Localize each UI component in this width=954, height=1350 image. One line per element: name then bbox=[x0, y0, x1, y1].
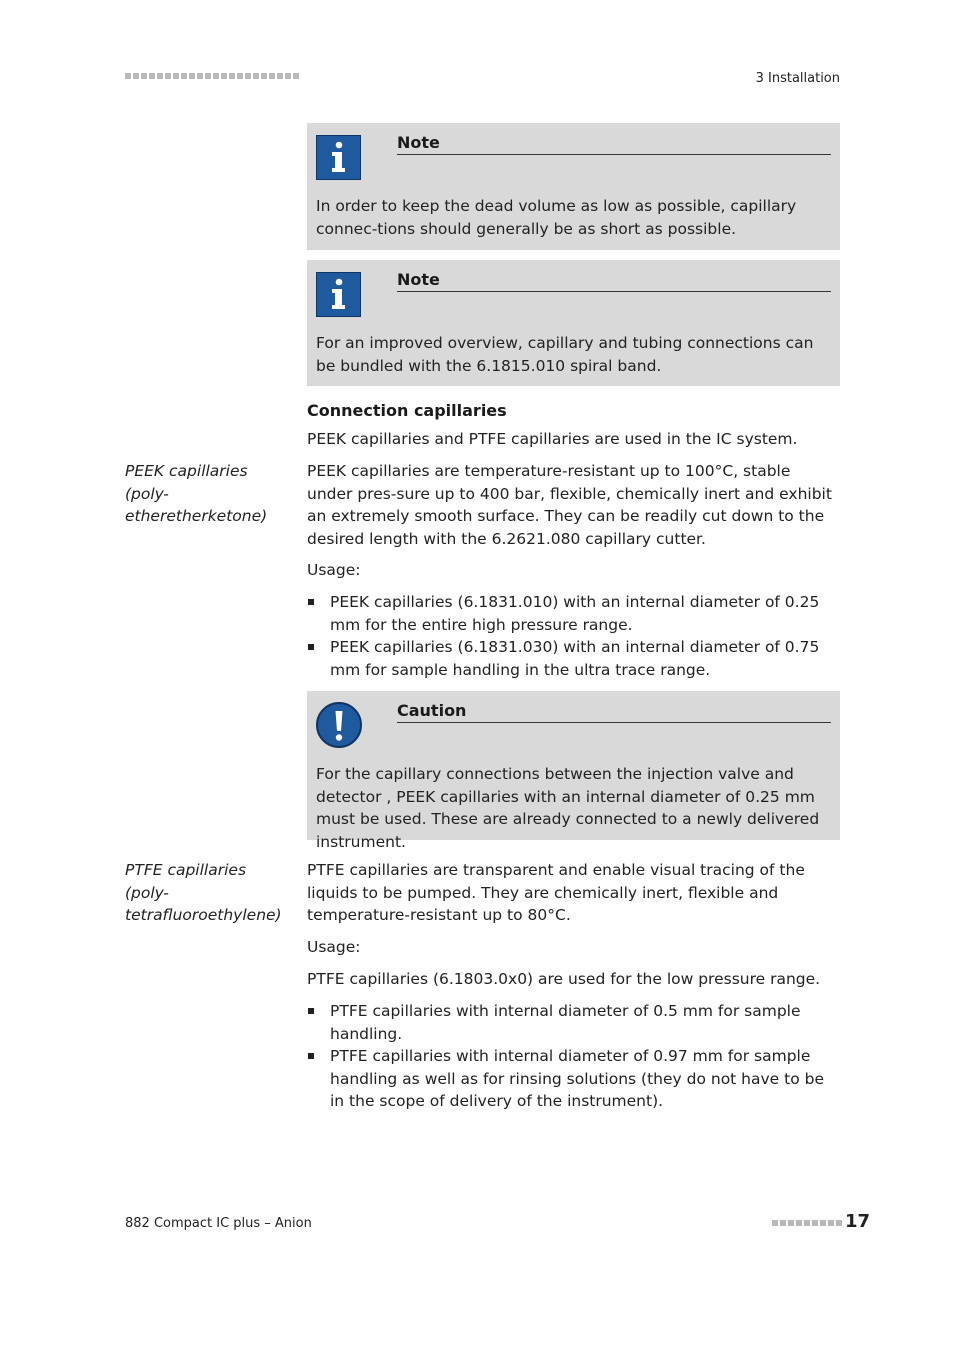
info-icon bbox=[316, 272, 361, 317]
header-decoration bbox=[125, 73, 299, 79]
ptfe-usage-list bbox=[307, 1000, 840, 1113]
peek-usage-list bbox=[307, 591, 840, 681]
list-item: PTFE capillaries with internal diameter of 0.5 mm for sample handling. bbox=[307, 1000, 840, 1045]
footer-product-name: 882 Compact IC plus – Anion bbox=[125, 1216, 312, 1231]
ptfe-side-label: PTFE capillaries (poly-tetrafluoroethylene) bbox=[125, 861, 282, 924]
caution-text: For the capillary connections between the injection valve and detector , PEEK capillaries with an internal diameter of 0.25 mm must be used. These are already connected to a newly delivered instrument. bbox=[316, 765, 820, 851]
info-icon bbox=[316, 135, 361, 180]
footer-decoration bbox=[772, 1220, 842, 1226]
note-text: In order to keep the dead volume as low as possible, capillary connec-tions should generally be as short as possible. bbox=[316, 197, 797, 238]
peek-description: PEEK capillaries are temperature-resistant up to 100°C, stable under pres-sure up to 400 bar, flexible, chemically inert and exhibit an extremely smooth surface. They can be readily cut down to the desired length with the 6.2621.080 capillary cutter. bbox=[307, 462, 832, 548]
note-title: Note bbox=[397, 270, 831, 292]
header-section-title: 3 Installation bbox=[755, 71, 840, 86]
note-box-1 bbox=[307, 123, 840, 250]
note-box-2 bbox=[307, 260, 840, 386]
section-heading: Connection capillaries bbox=[307, 401, 507, 420]
intro-paragraph: PEEK capillaries and PTFE capillaries are used in the IC system. bbox=[307, 430, 798, 448]
exclamation-icon bbox=[316, 702, 362, 748]
list-item: PEEK capillaries (6.1831.010) with an internal diameter of 0.25 mm for the entire high pressure range. bbox=[307, 591, 840, 636]
ptfe-usage-label: Usage: bbox=[307, 938, 361, 956]
peek-side-label: PEEK capillaries (poly-etheretherketone) bbox=[125, 462, 268, 525]
ptfe-usage-text: PTFE capillaries (6.1803.0x0) are used for the low pressure range. bbox=[307, 970, 821, 988]
note-text: For an improved overview, capillary and tubing connections can be bundled with the 6.1815.010 spiral band. bbox=[316, 334, 814, 375]
ptfe-description: PTFE capillaries are transparent and enable visual tracing of the liquids to be pumped. They are chemically inert, flexible and temperature-resistant up to 80°C. bbox=[307, 861, 805, 924]
caution-box bbox=[307, 691, 840, 851]
list-item: PTFE capillaries with internal diameter of 0.97 mm for sample handling as well as for rinsing solutions (they do not have to be in the scope of delivery of the instrument). bbox=[307, 1045, 840, 1113]
peek-usage-label: Usage: bbox=[307, 561, 361, 579]
note-title: Note bbox=[397, 133, 831, 155]
caution-title: Caution bbox=[397, 701, 831, 723]
list-item: PEEK capillaries (6.1831.030) with an internal diameter of 0.75 mm for sample handling in the ultra trace range. bbox=[307, 636, 840, 681]
page-number: 17 bbox=[845, 1211, 871, 1232]
